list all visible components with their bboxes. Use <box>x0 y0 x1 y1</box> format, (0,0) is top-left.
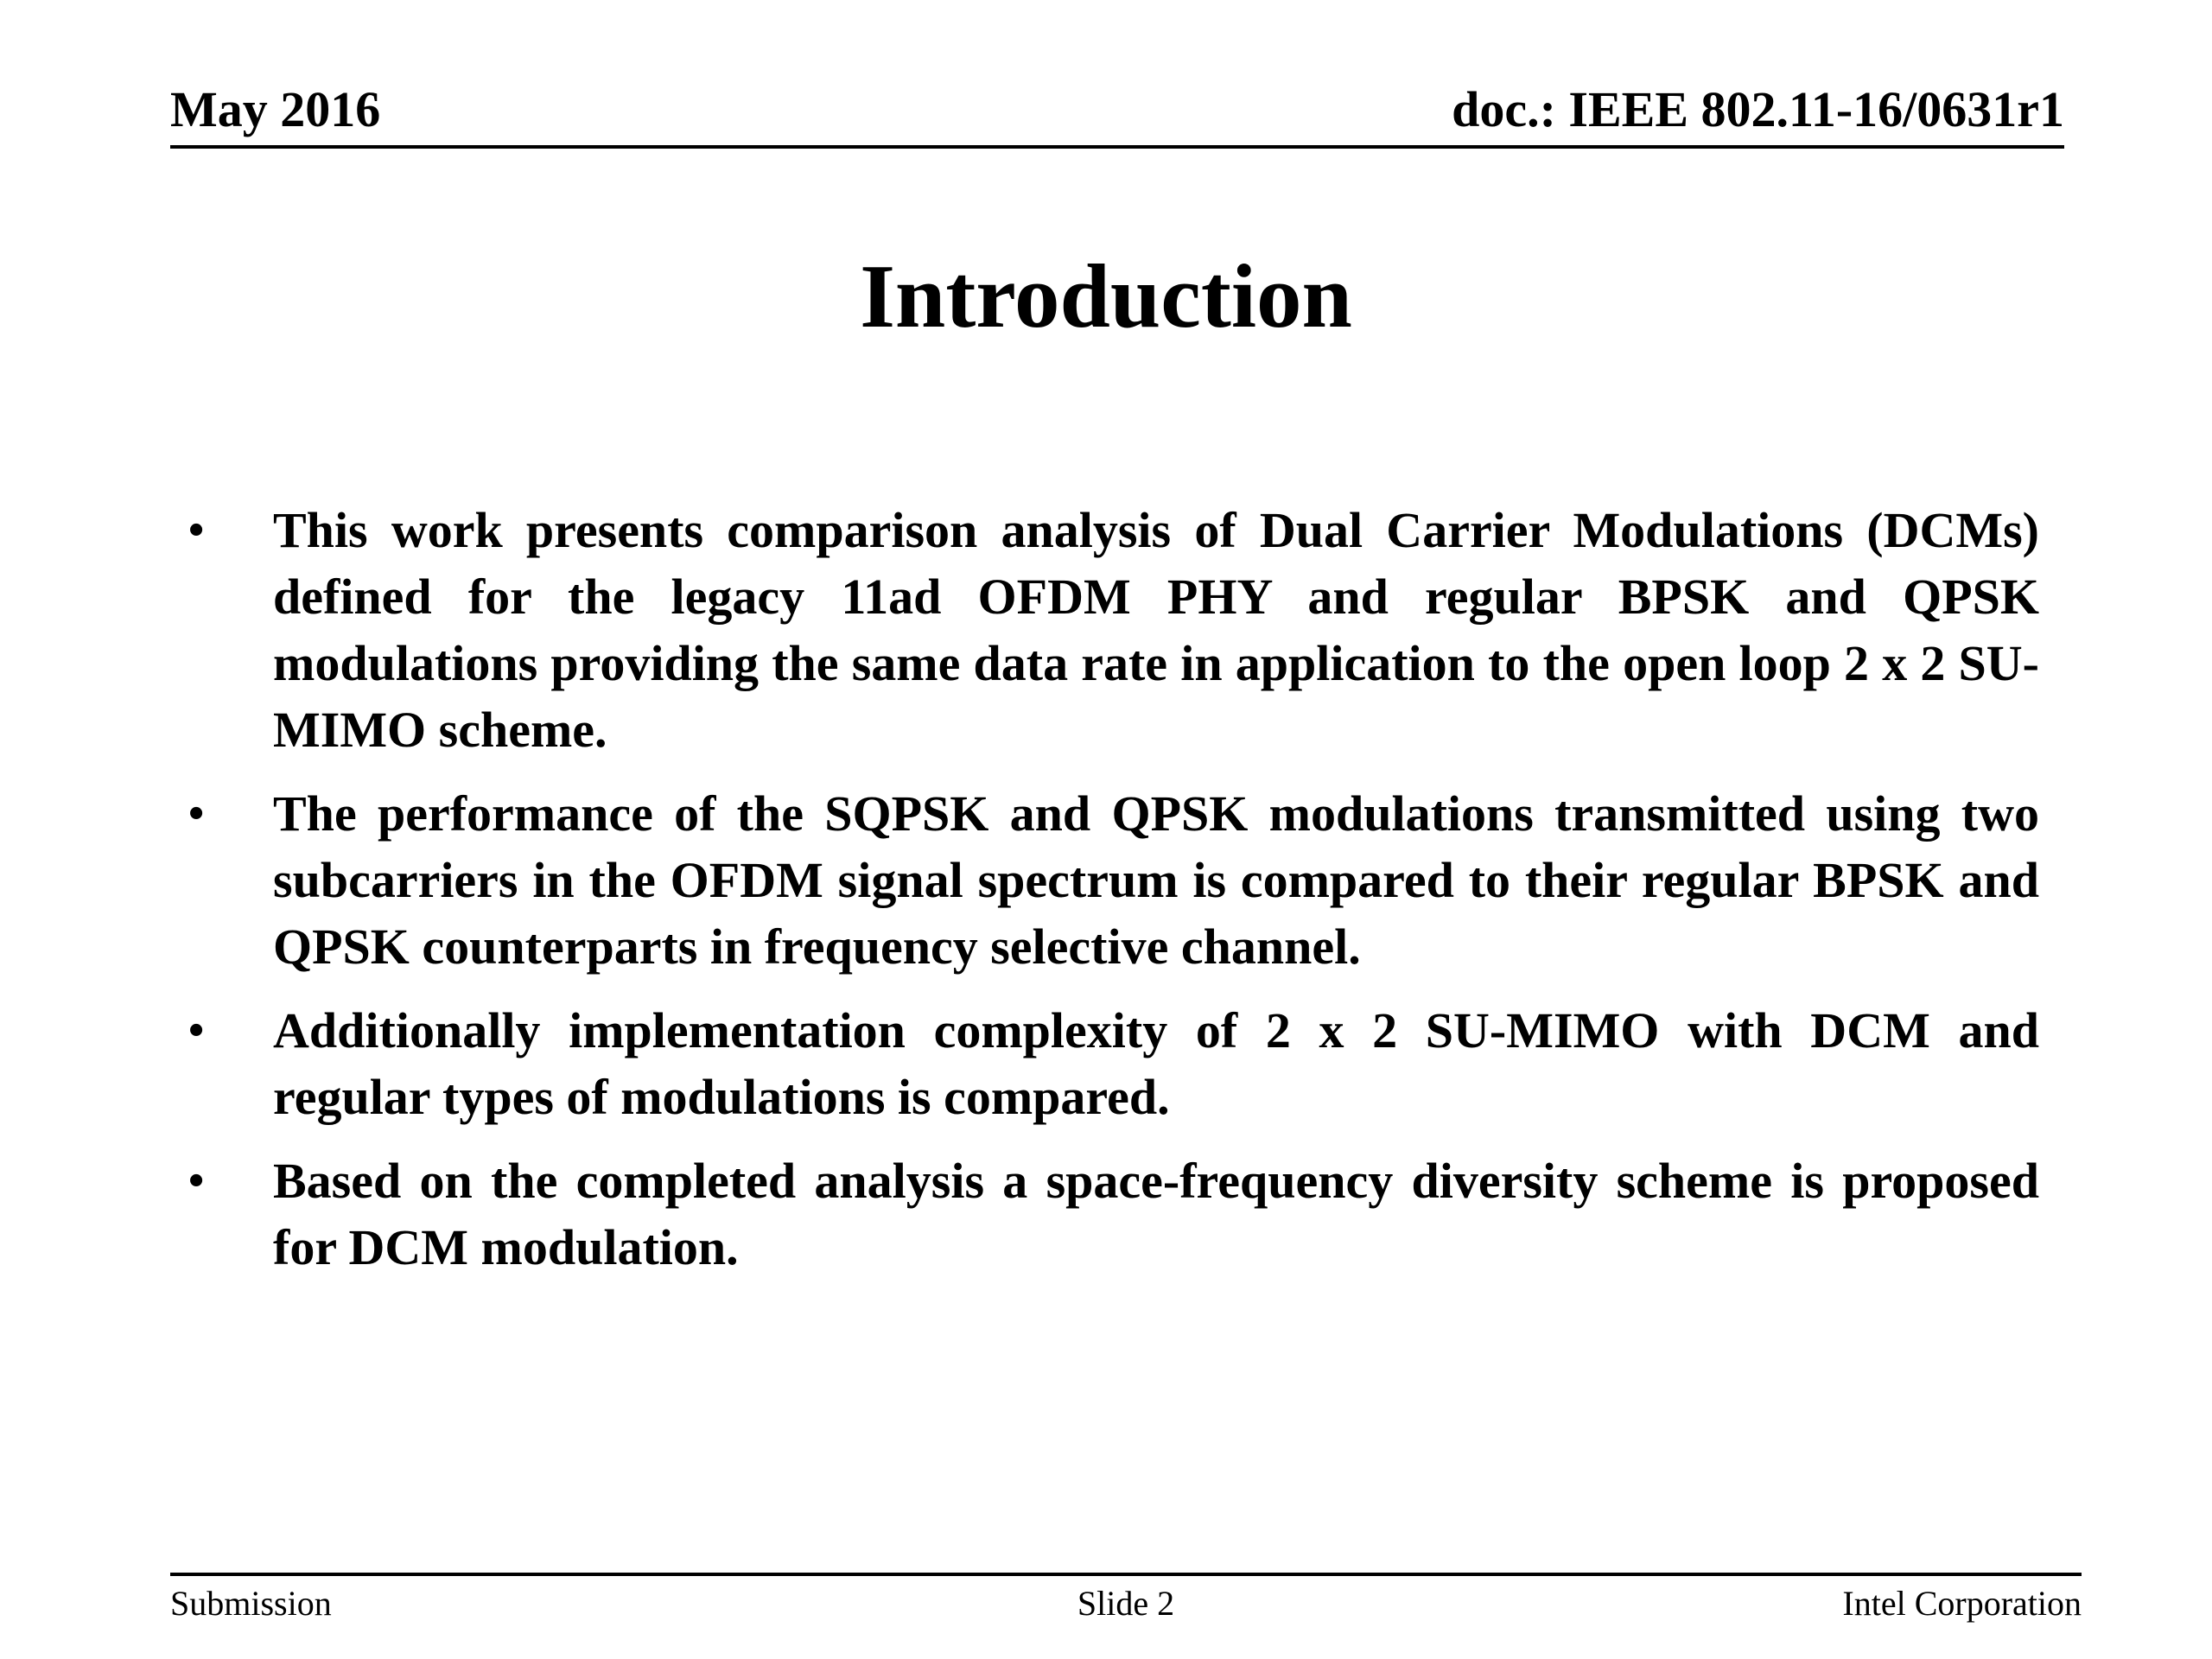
bullet-text: The performance of the SQPSK and QPSK modulations transmitted using two subcarriers in the OFDM signal spectrum is compared to their regular BPSK and QPSK counterparts in frequency selective channel. <box>273 785 2039 975</box>
footer-company: Intel Corporation <box>1842 1584 2082 1623</box>
bullet-marker: • <box>188 1156 205 1205</box>
footer-submission: Submission <box>170 1584 332 1623</box>
header-date: May 2016 <box>170 81 381 137</box>
bullet-marker: • <box>188 1006 205 1055</box>
bullet-text: This work presents comparison analysis of Dual Carrier Modulations (DCMs) defined for the legacy 11ad OFDM PHY and regular BPSK and QPSK modulations providing the same data rate in application to the open loop 2 x 2 SU-MIMO scheme. <box>273 502 2039 758</box>
bullet-item <box>173 1147 2039 1281</box>
bullet-list <box>173 497 2039 1298</box>
footer-slide-number: Slide 2 <box>1077 1584 1175 1623</box>
bullet-text: Additionally implementation complexity of 2 x 2 SU-MIMO with DCM and regular types of modulations is compared. <box>273 1002 2039 1125</box>
slide-header <box>170 81 2064 149</box>
bullet-marker: • <box>188 505 205 555</box>
slide-footer <box>170 1573 2082 1635</box>
bullet-text: Based on the completed analysis a space-frequency diversity scheme is proposed for DCM modulation. <box>273 1153 2039 1275</box>
bullet-item <box>173 497 2039 763</box>
bullet-marker: • <box>188 789 205 838</box>
bullet-item <box>173 997 2039 1130</box>
slide-title: Introduction <box>860 245 1352 346</box>
header-doc-id: doc.: IEEE 802.11-16/0631r1 <box>1452 81 2064 137</box>
bullet-item <box>173 780 2039 980</box>
